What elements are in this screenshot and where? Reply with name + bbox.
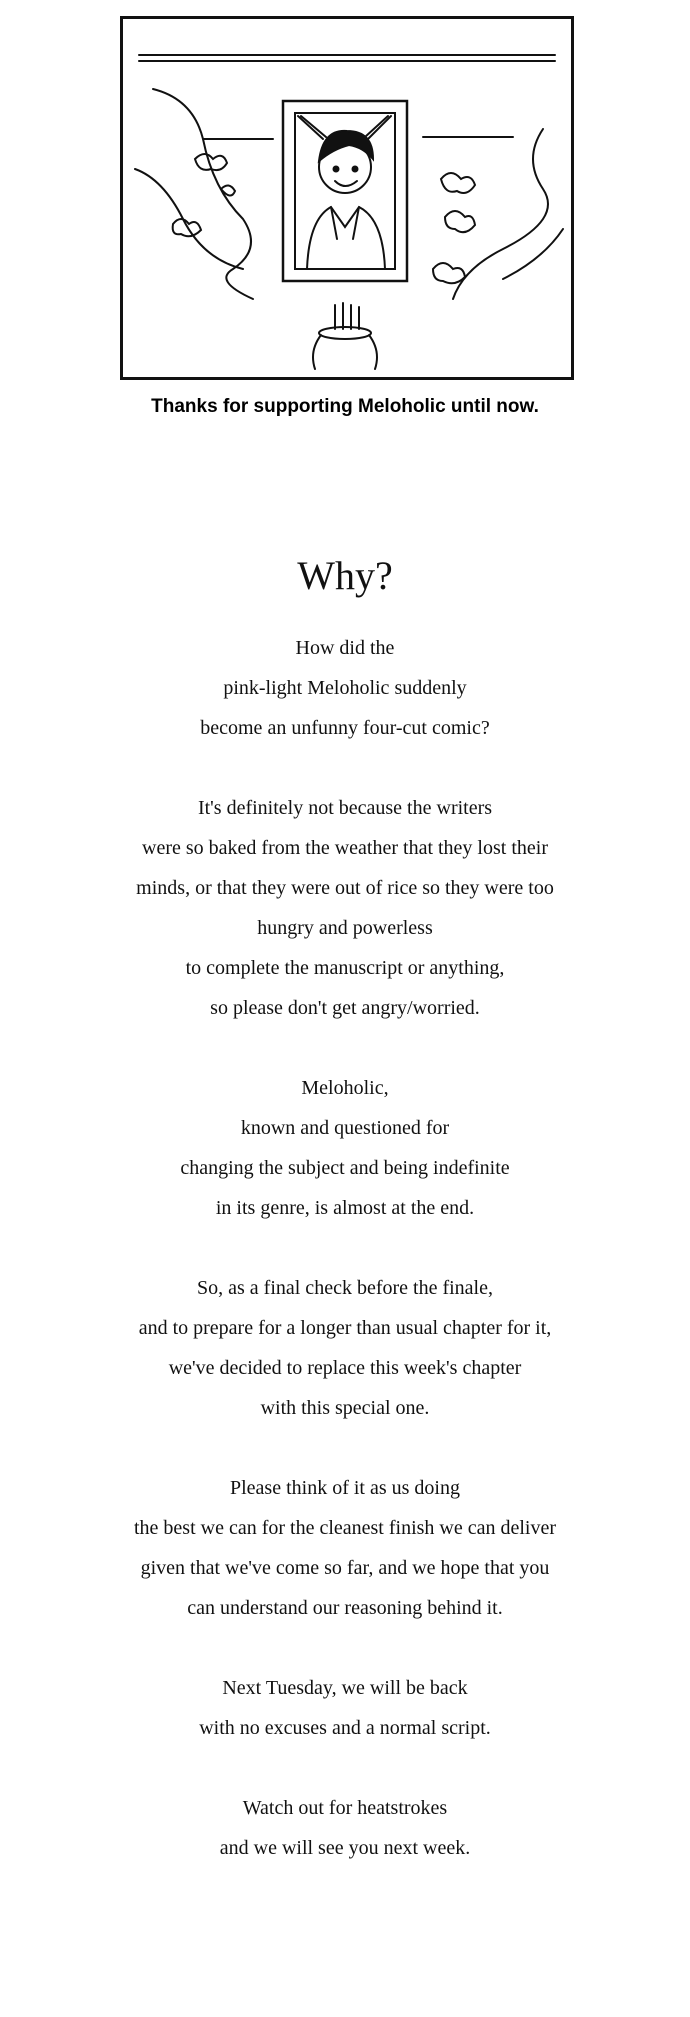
paragraph: [0, 788, 690, 1028]
paragraph: [0, 1788, 690, 1868]
page-title: Why?: [297, 553, 393, 598]
text-line: to complete the manuscript or anything,: [185, 957, 505, 979]
text-line: were so baked from the weather that they lost their: [142, 837, 548, 859]
text-line: in its genre, is almost at the end.: [215, 1197, 475, 1219]
text-line: the best we can for the cleanest finish we can deliver: [133, 1517, 557, 1539]
text-line: become an unfunny four-cut comic?: [200, 717, 490, 739]
paragraph: [0, 1268, 690, 1428]
memorial-portrait-icon: [123, 19, 571, 377]
text-line: hungry and powerless: [257, 917, 433, 939]
text-line: with this special one.: [260, 1397, 430, 1419]
text-line: with no excuses and a normal script.: [199, 1717, 491, 1739]
text-line: It's definitely not because the writers: [197, 797, 493, 819]
text-line: we've decided to replace this week's chapter: [168, 1357, 522, 1379]
comic-panel: [120, 16, 574, 380]
text-line: Next Tuesday, we will be back: [222, 1677, 468, 1699]
message-body: [0, 628, 690, 1908]
text-line: can understand our reasoning behind it.: [187, 1597, 503, 1619]
text-line: so please don't get angry/worried.: [210, 997, 480, 1019]
text-line: Please think of it as us doing: [230, 1477, 460, 1499]
panel-caption: Thanks for supporting Meloholic until now.: [151, 396, 539, 417]
text-line: given that we've come so far, and we hope that you: [140, 1557, 550, 1579]
text-line: How did the: [295, 637, 395, 659]
text-line: changing the subject and being indefinite: [180, 1157, 510, 1179]
text-line: known and questioned for: [240, 1117, 450, 1139]
text-line: Meloholic,: [301, 1077, 389, 1099]
text-line: and we will see you next week.: [219, 1837, 471, 1859]
text-line: pink-light Meloholic suddenly: [223, 677, 467, 699]
text-line: minds, or that they were out of rice so they were too: [136, 877, 554, 899]
paragraph: [0, 1668, 690, 1748]
text-line: So, as a final check before the finale,: [197, 1277, 493, 1299]
paragraph: [0, 628, 690, 748]
text-line: Watch out for heatstrokes: [242, 1797, 448, 1819]
paragraph: [0, 1068, 690, 1228]
text-line: and to prepare for a longer than usual chapter for it,: [138, 1317, 552, 1339]
paragraph: [0, 1468, 690, 1628]
